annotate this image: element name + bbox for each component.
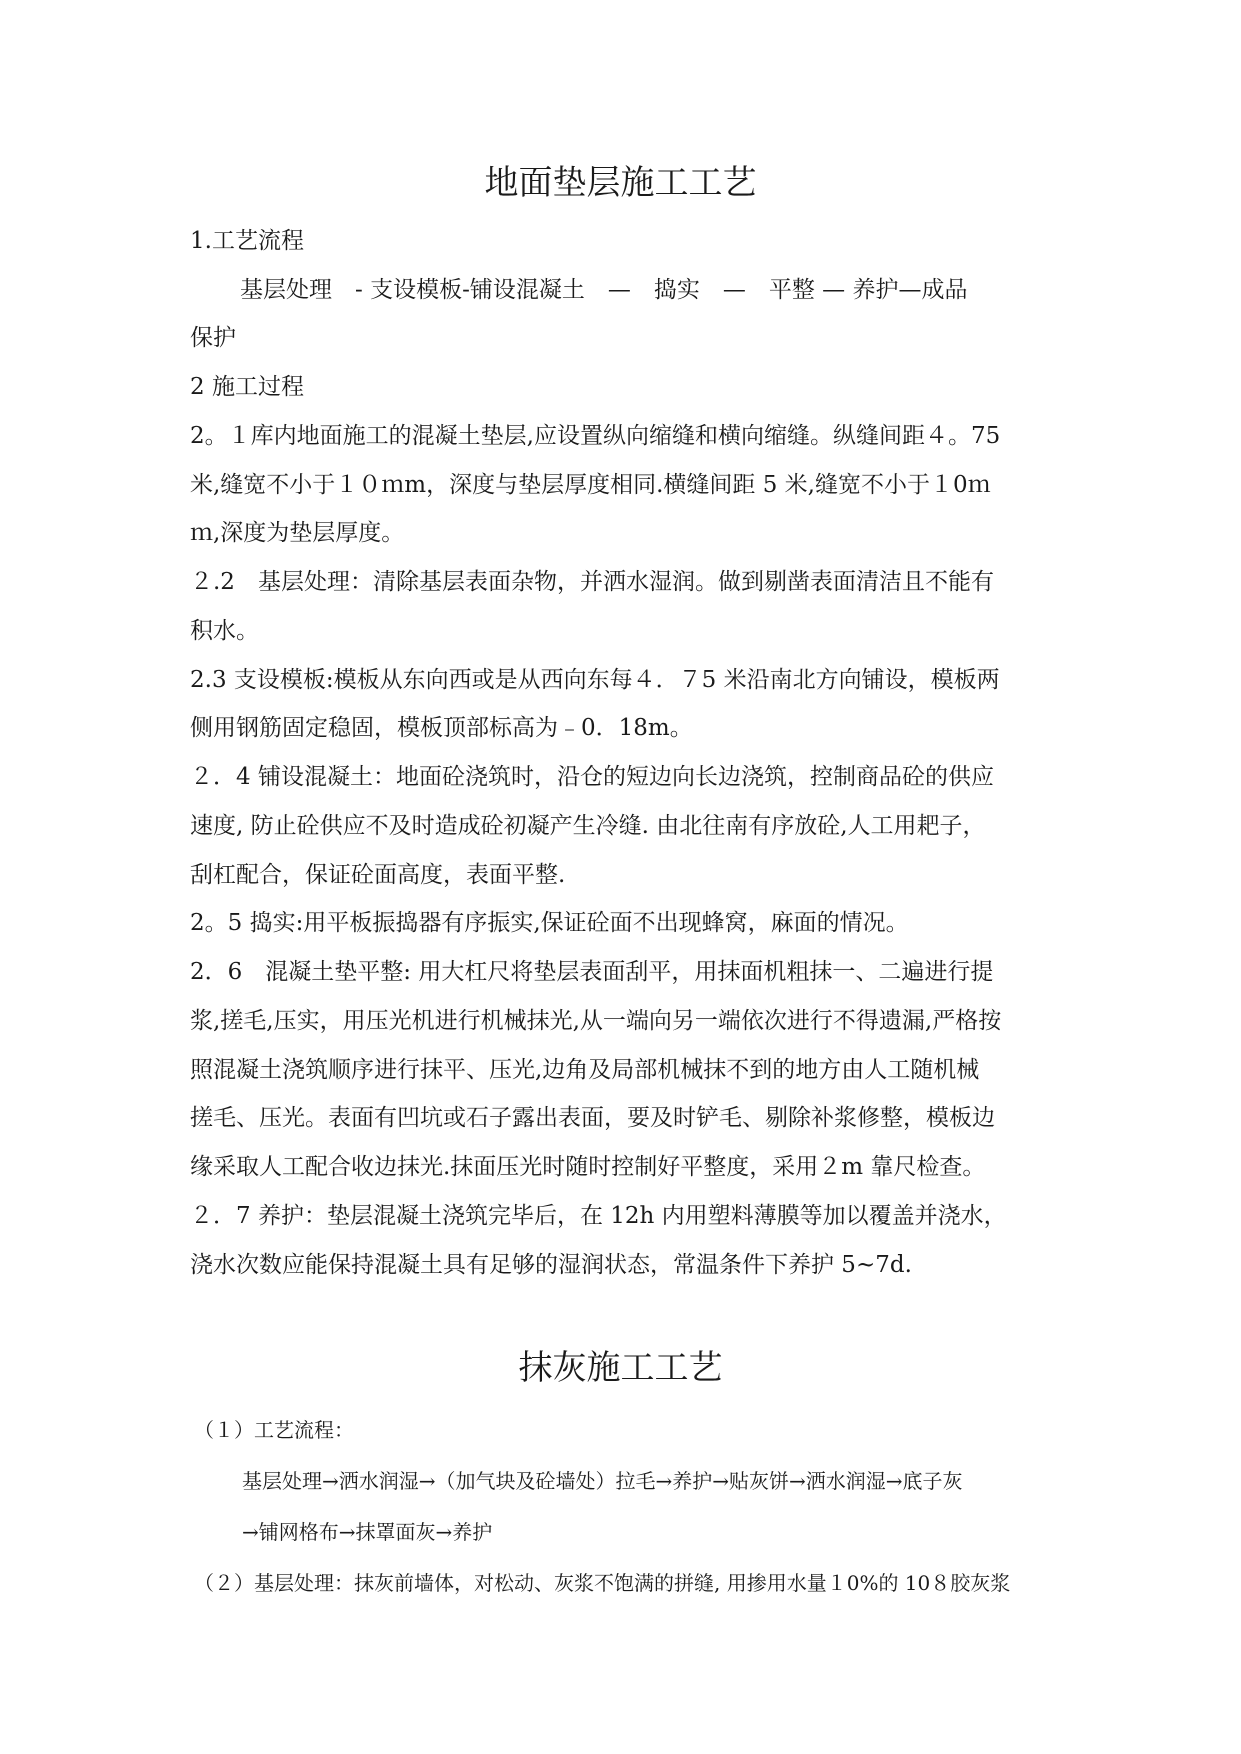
section1-title: 地面垫层施工工艺: [484, 163, 757, 203]
s1-line-3: 保护: [190, 325, 236, 351]
s2-line-1: （１）工艺流程：: [194, 1418, 354, 1442]
s1-line-16: 2．6 混凝土垫平整: 用大杠尺将垫层表面刮平，用抹面机粗抹一、二遍进行提: [190, 959, 994, 985]
s1-line-17: 浆,搓毛,压实，用压光机进行机械抹光,从一端向另一端依次进行不得遗漏,严格按: [190, 1008, 1002, 1034]
s1-line-11: 侧用钢筋固定稳固，模板顶部标高为﹣0．18m。: [190, 715, 693, 741]
s1-line-21: ２．7 养护：垫层混凝土浇筑完毕后，在 12h 内用塑料薄膜等加以覆盖并浇水，: [190, 1203, 1007, 1229]
s1-line-4: 2 施工过程: [190, 374, 304, 400]
s1-line-6: 米,缝宽不小于１０ｍm，深度与垫层厚度相同.横缝间距 5 米,缝宽不小于１0ｍ: [190, 472, 991, 498]
s1-line-20: 缘采取人工配合收边抹光.抹面压光时随时控制好平整度，采用２m 靠尺检查。: [190, 1154, 986, 1180]
s1-line-22: 浇水次数应能保持混凝土具有足够的湿润状态，常温条件下养护 5~7d.: [190, 1252, 912, 1278]
s1-line-14: 刮杠配合，保证砼面高度，表面平整.: [190, 862, 566, 888]
s1-line-2: 基层处理 - 支设模板-铺设混凝土 — 捣实 — 平整 — 养护—成品: [240, 277, 968, 303]
s2-line-4: （２）基层处理：抹灰前墙体，对松动、灰浆不饱满的拼缝, 用掺用水量１0%的 10８胶灰浆: [194, 1571, 1011, 1595]
s1-line-5: 2。１库内地面施工的混凝土垫层,应设置纵向缩缝和横向缩缝。纵缝间距４。75: [190, 423, 1001, 449]
s1-line-18: 照混凝土浇筑顺序进行抹平、压光,边角及局部机械抹不到的地方由人工随机械: [190, 1057, 980, 1083]
s1-line-19: 搓毛、压光。表面有凹坑或石子露出表面，要及时铲毛、剔除补浆修整，模板边: [190, 1105, 995, 1131]
s1-line-12: ２．4 铺设混凝土：地面砼浇筑时，沿仓的短边向长边浇筑，控制商品砼的供应: [190, 764, 994, 790]
s1-line-8: ２.2 基层处理：清除基层表面杂物，并洒水湿润。做到剔凿表面清洁且不能有: [190, 569, 994, 595]
s1-line-7: ｍ,深度为垫层厚度。: [190, 520, 405, 546]
s2-line-2: 基层处理→洒水润湿→（加气块及砼墙处）拉毛→养护→贴灰饼→洒水润湿→底子灰: [242, 1469, 963, 1493]
s1-line-15: 2。5 捣实:用平板振捣器有序振实,保证砼面不出现蜂窝，麻面的情况。: [190, 910, 909, 936]
s1-line-1: 1.工艺流程: [190, 228, 304, 254]
s1-line-13: 速度, 防止砼供应不及时造成砼初凝产生冷缝. 由北往南有序放砼,人工用耙子，: [190, 813, 986, 839]
s1-line-10: 2.3 支设模板:模板从东向西或是从西向东每４．７5 米沿南北方向铺设，模板两: [190, 667, 1000, 693]
section2-title: 抹灰施工工艺: [518, 1348, 723, 1388]
s1-line-9: 积水。: [190, 618, 259, 644]
s2-line-3: →铺网格布→抹罩面灰→养护: [242, 1520, 493, 1544]
